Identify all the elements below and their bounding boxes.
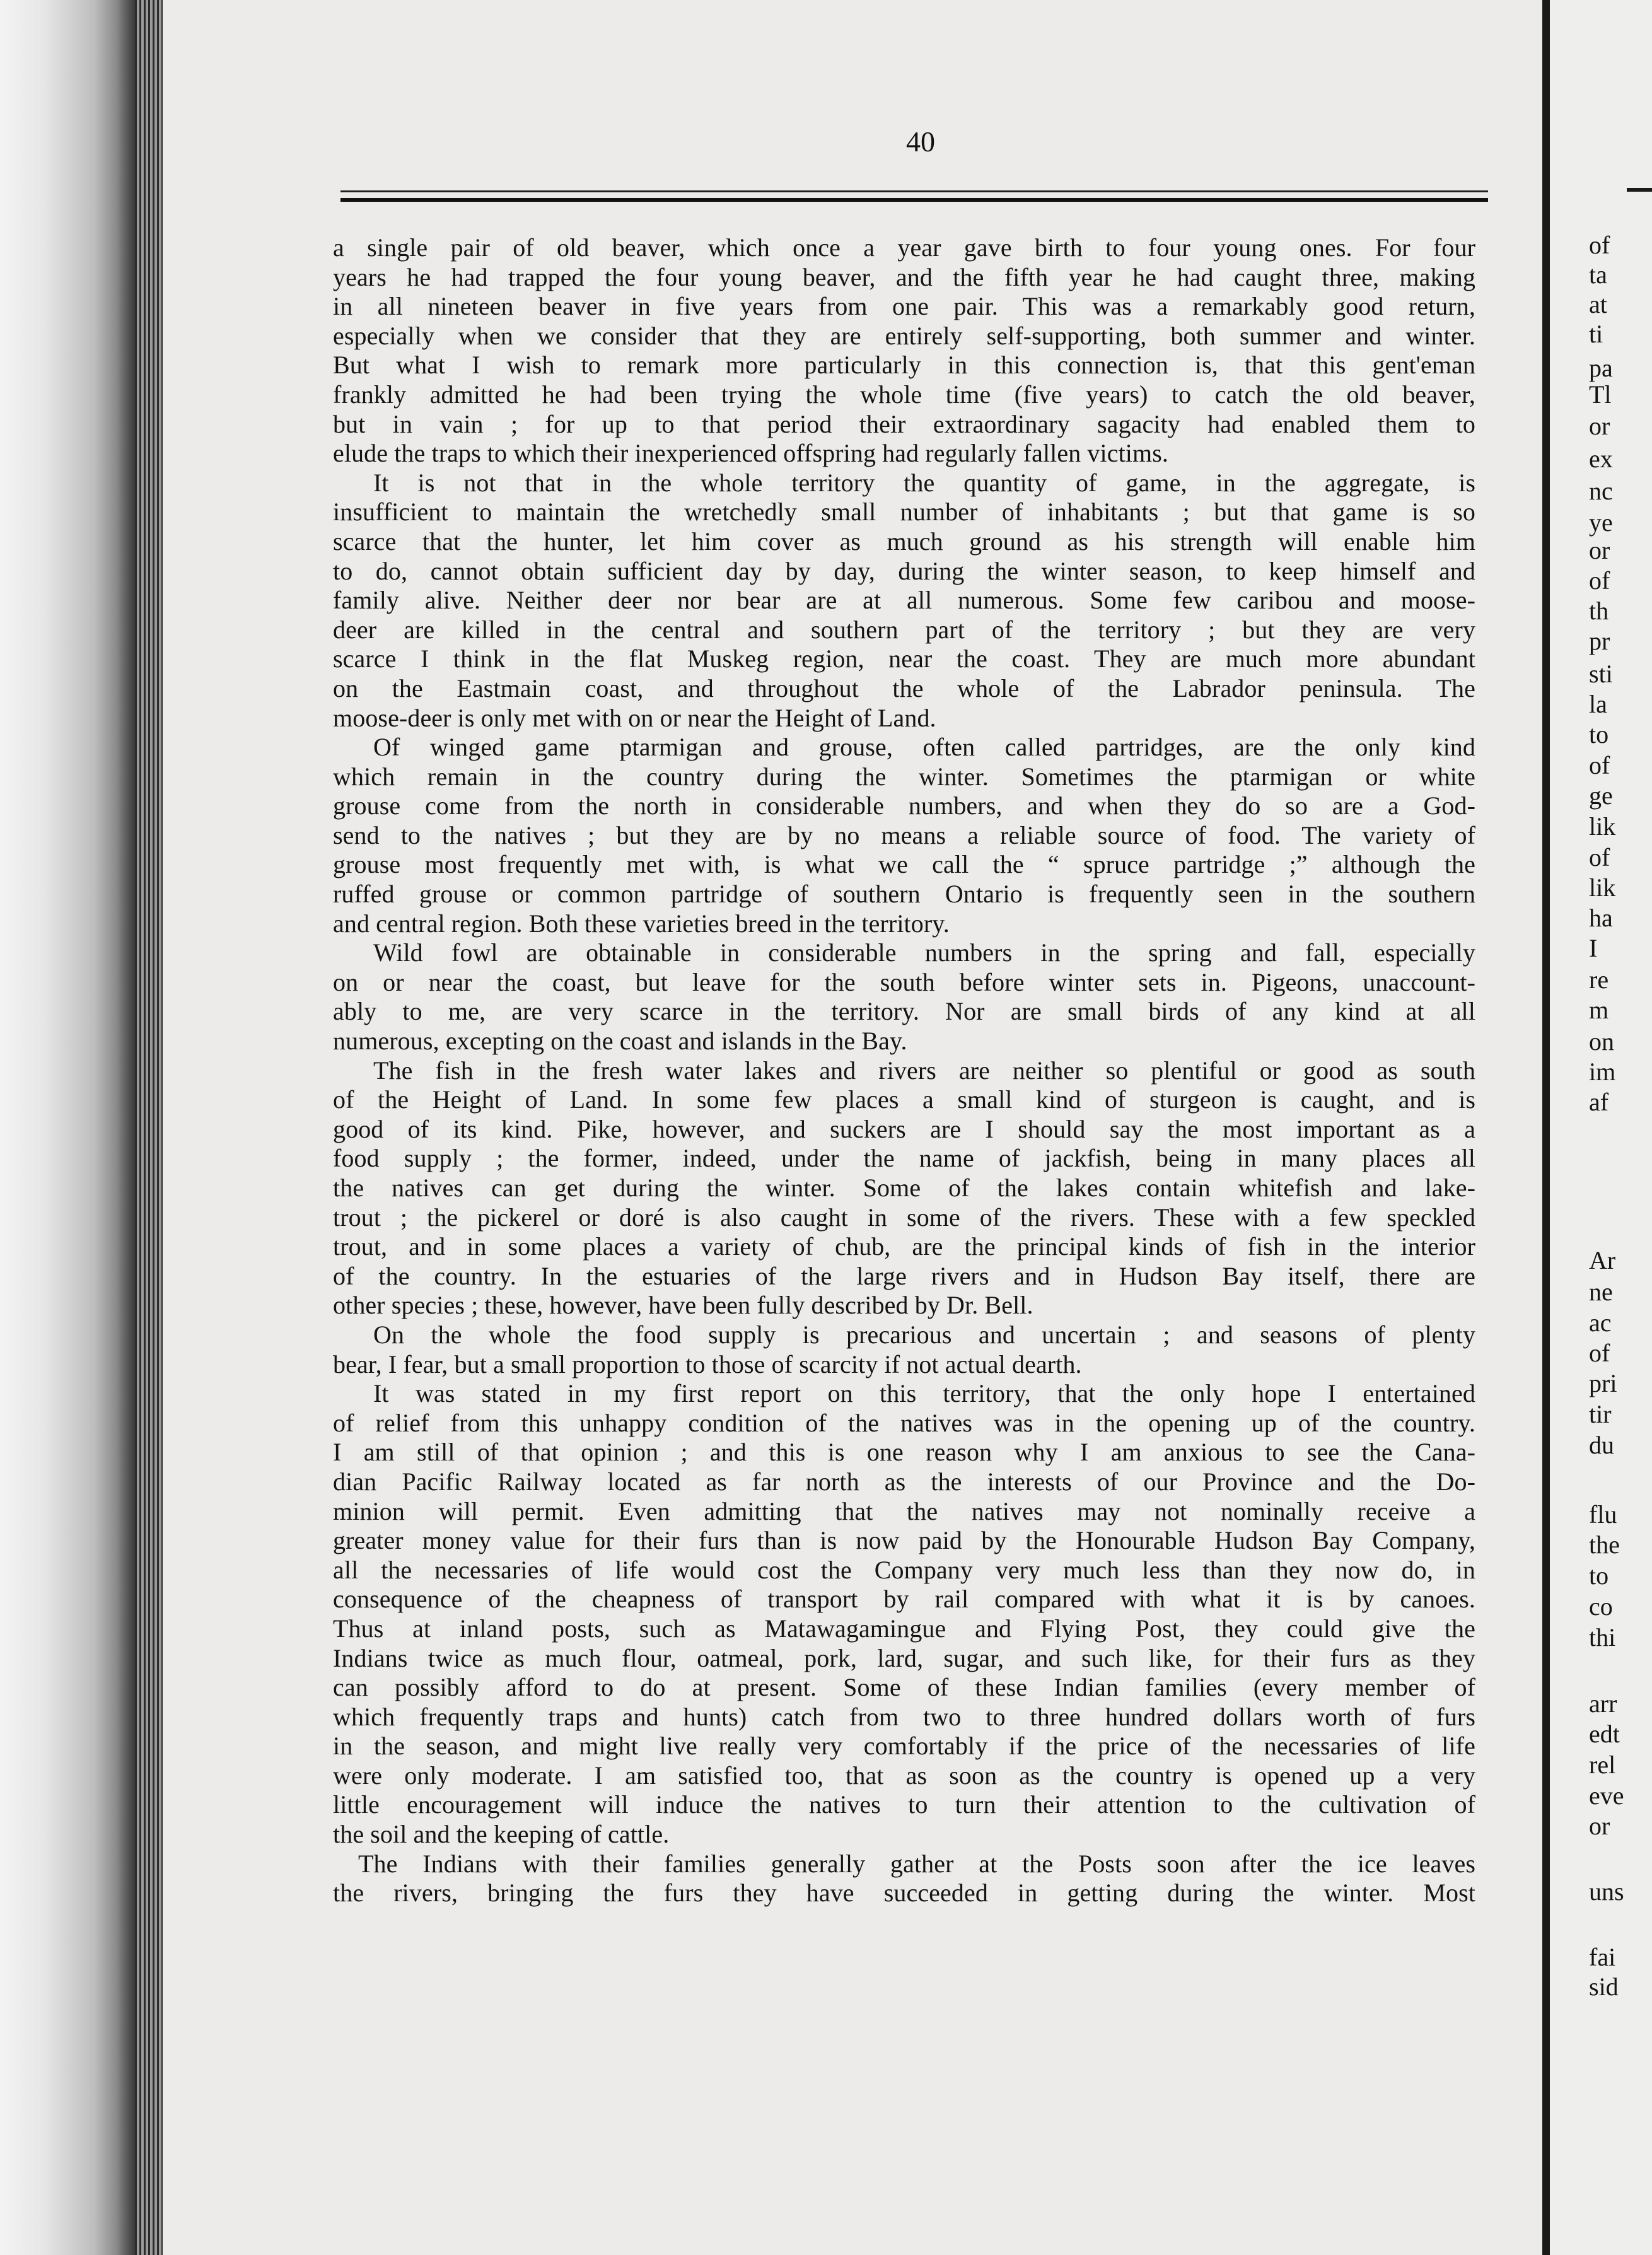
text-line: which frequently traps and hunts) catch from two to three hundred dollars worth of furs xyxy=(333,1702,1475,1731)
next-page-fragment: ye xyxy=(1589,508,1613,537)
text-line: of the country. In the estuaries of the large rivers and in Hudson Bay itself, there are xyxy=(333,1261,1475,1290)
text-line: trout, and in some places a variety of chub, are the principal kinds of fish in the interior xyxy=(333,1232,1475,1261)
text-line: Of winged game ptarmigan and grouse, often called partridges, are the only kind xyxy=(373,733,1475,762)
next-page-fragment: ex xyxy=(1589,445,1613,473)
text-line: The fish in the fresh water lakes and rivers are neither so plentiful or good as south xyxy=(373,1056,1475,1085)
text-line: of relief from this unhappy condition of the natives was in the opening up of the country. xyxy=(333,1408,1475,1437)
text-line: were only moderate. I am satisfied too, that as soon as the country is opened up a very xyxy=(333,1761,1475,1790)
text-line: which remain in the country during the winter. Sometimes the ptarmigan or white xyxy=(333,762,1475,791)
text-line: numerous, excepting on the coast and islands in the Bay. xyxy=(333,1027,907,1056)
text-line: ably to me, are very scarce in the territory. Nor are small birds of any kind at all xyxy=(333,997,1475,1026)
next-page-fragment: rel xyxy=(1589,1751,1616,1779)
text-line: minion will permit. Even admitting that the natives may not nominally receive a xyxy=(333,1496,1475,1525)
text-line: dian Pacific Railway located as far north as the interests of our Province and the Do- xyxy=(333,1467,1475,1496)
next-page-fragment: of xyxy=(1589,231,1610,259)
next-page-fragment: nc xyxy=(1589,477,1613,505)
next-page-fragment: thi xyxy=(1589,1623,1616,1652)
text-line: on the Eastmain coast, and throughout the whole of the Labrador peninsula. The xyxy=(333,673,1475,702)
next-page-fragment: of xyxy=(1589,843,1610,871)
next-page-fragment: eve xyxy=(1589,1781,1624,1810)
text-line: scarce I think in the flat Muskeg region, near the coast. They are much more abundant xyxy=(333,644,1475,673)
next-page-fragment: or xyxy=(1589,1812,1610,1840)
text-line: greater money value for their furs than is now paid by the Honourable Hudson Bay Company, xyxy=(333,1526,1475,1555)
text-line: grouse most frequently met with, is what we call the “ spruce partridge ;” although the xyxy=(333,850,1475,879)
next-page-fragment: lik xyxy=(1589,812,1616,841)
text-line: trout ; the pickerel or doré is also caught in some of the rivers. These with a few speckled xyxy=(333,1203,1475,1232)
text-line: scarce that the hunter, let him cover as much ground as his strength will enable him xyxy=(333,527,1475,556)
text-line: in the season, and might live really very comfortably if the price of the necessaries of life xyxy=(333,1732,1475,1761)
next-page-fragment: ta xyxy=(1589,260,1607,289)
next-page-fragment: sti xyxy=(1589,660,1613,688)
next-page-fragment: ge xyxy=(1589,781,1613,810)
text-line: can possibly afford to do at present. Some of these Indian families (every member of xyxy=(333,1673,1475,1702)
next-page-fragment: ac xyxy=(1589,1308,1612,1337)
text-line: other species ; these, however, have been fully described by Dr. Bell. xyxy=(333,1291,1033,1320)
text-line: but in vain ; for up to that period their extraordinary sagacity had enabled them to xyxy=(333,409,1475,438)
header-rule-thick xyxy=(340,198,1488,202)
text-line: send to the natives ; but they are by no means a reliable source of food. The variety of xyxy=(333,820,1475,849)
text-line: ruffed grouse or common partridge of southern Ontario is frequently seen in the southern xyxy=(333,880,1475,909)
next-page-fragment: uns xyxy=(1589,1877,1624,1906)
next-page-fragment: on xyxy=(1589,1027,1614,1056)
next-page-fragment: pri xyxy=(1589,1369,1617,1397)
text-line: the soil and the keeping of cattle. xyxy=(333,1820,670,1849)
next-page-fragment: fai xyxy=(1589,1943,1616,1971)
next-page-fragment: of xyxy=(1589,566,1610,595)
text-line: Indians twice as much flour, oatmeal, pork, lard, sugar, and such like, for their furs as they xyxy=(333,1643,1475,1672)
text-line: to do, cannot obtain sufficient day by day, during the winter season, to keep himself and xyxy=(333,556,1475,585)
text-line: of the Height of Land. In some few places a small kind of sturgeon is caught, and is xyxy=(333,1085,1475,1114)
text-line: moose-deer is only met with on or near the Height of Land. xyxy=(333,703,936,732)
next-page-fragment: m xyxy=(1589,996,1609,1024)
next-page-fragment: la xyxy=(1589,690,1607,718)
next-page-fragment: pr xyxy=(1589,627,1610,655)
text-line: years he had trapped the four young beaver, and the fifth year he had caught three, making xyxy=(333,262,1475,291)
book-gutter xyxy=(1542,0,1550,2255)
next-page-fragment: to xyxy=(1589,720,1609,749)
next-page-fragment: arr xyxy=(1589,1689,1617,1718)
next-page-fragment: sid xyxy=(1589,1972,1619,2001)
next-page-fragment: re xyxy=(1589,965,1609,994)
text-line: food supply ; the former, indeed, under the name of jackfish, being in many places all xyxy=(333,1144,1475,1173)
page-number: 40 xyxy=(906,125,935,158)
next-page-fragment: af xyxy=(1589,1088,1609,1116)
text-line: little encouragement will induce the natives to turn their attention to the cultivation of xyxy=(333,1790,1475,1819)
text-line: Wild fowl are obtainable in considerable numbers in the spring and fall, especially xyxy=(373,938,1475,967)
next-page-fragment: lik xyxy=(1589,873,1616,902)
text-line: family alive. Neither deer nor bear are at all numerous. Some few caribou and moose- xyxy=(333,586,1475,615)
text-line: all the necessaries of life would cost the Company very much less than they now do, in xyxy=(333,1555,1475,1584)
text-line: on or near the coast, but leave for the south before winter sets in. Pigeons, unaccount- xyxy=(333,967,1475,996)
next-page-fragment: Tl xyxy=(1589,380,1612,409)
next-page-fragment: the xyxy=(1589,1530,1620,1559)
text-line: consequence of the cheapness of transport by rail compared with what it is by canoes. xyxy=(333,1585,1475,1614)
book-page-edges xyxy=(0,0,135,2255)
next-page-fragment: co xyxy=(1589,1592,1613,1621)
next-page-fragment: I xyxy=(1589,934,1598,962)
next-page-fragment: ha xyxy=(1589,904,1613,932)
text-line: But what I wish to remark more particularly in this connection is, that this gent'eman xyxy=(333,351,1475,380)
next-page-fragment: ne xyxy=(1589,1278,1613,1306)
next-page-fragment: flu xyxy=(1589,1500,1617,1529)
text-line: I am still of that opinion ; and this is one reason why I am anxious to see the Cana- xyxy=(333,1438,1475,1467)
header-rule-thin xyxy=(340,190,1488,192)
text-line: the natives can get during the winter. Some of the lakes contain whitefish and lake- xyxy=(333,1174,1475,1202)
text-line: Thus at inland posts, such as Matawagamingue and Flying Post, they could give the xyxy=(333,1614,1475,1643)
next-page-fragment: of xyxy=(1589,1339,1610,1367)
text-line: especially when we consider that they are entirely self-supporting, both summer and winter. xyxy=(333,321,1475,350)
text-line: in all nineteen beaver in five years from one pair. This was a remarkably good return, xyxy=(333,292,1475,321)
body-text xyxy=(333,233,1475,1908)
text-line: grouse come from the north in considerable numbers, and when they do so are a God- xyxy=(333,791,1475,820)
next-page-fragment: to xyxy=(1589,1561,1609,1590)
text-line: elude the traps to which their inexperienced offspring had regularly fallen victims. xyxy=(333,439,1169,468)
stacked-page-edge-lines xyxy=(135,0,163,2255)
next-page-fragment: tir xyxy=(1589,1400,1612,1428)
next-page-fragment: or xyxy=(1589,412,1610,440)
next-page-fragment: of xyxy=(1589,751,1610,779)
text-line: a single pair of old beaver, which once a year gave birth to four young ones. For four xyxy=(333,233,1475,262)
next-page-fragment: pa xyxy=(1589,354,1613,382)
text-line: frankly admitted he had been trying the whole time (five years) to catch the old beaver, xyxy=(333,380,1475,409)
next-page-fragment: at xyxy=(1589,290,1607,318)
next-page-fragment: im xyxy=(1589,1058,1616,1086)
text-line: insufficient to maintain the wretchedly small number of inhabitants ; but that game is so xyxy=(333,498,1475,527)
next-page-fragment: du xyxy=(1589,1431,1614,1459)
text-line: deer are killed in the central and southern part of the territory ; but they are very xyxy=(333,615,1475,644)
next-page-fragment: th xyxy=(1589,597,1609,625)
text-line: It was stated in my first report on this territory, that the only hope I entertained xyxy=(373,1379,1475,1408)
text-line: On the whole the food supply is precarious and uncertain ; and seasons of plenty xyxy=(373,1320,1475,1349)
next-page-fragment: ti xyxy=(1589,320,1603,348)
text-line: the rivers, bringing the furs they have succeeded in getting during the winter. Most xyxy=(333,1879,1475,1908)
next-page-fragment: or xyxy=(1589,536,1610,564)
text-line: The Indians with their families generally gather at the Posts soon after the ice leaves xyxy=(358,1849,1475,1878)
next-page-header-rule xyxy=(1627,188,1652,192)
text-line: and central region. Both these varieties breed in the territory. xyxy=(333,909,950,938)
text-line: bear, I fear, but a small proportion to those of scarcity if not actual dearth. xyxy=(333,1349,1082,1378)
next-page-fragment: Ar xyxy=(1589,1246,1616,1274)
text-line: good of its kind. Pike, however, and suckers are I should say the most important as a xyxy=(333,1114,1475,1143)
text-line: It is not that in the whole territory the quantity of game, in the aggregate, is xyxy=(373,468,1475,497)
next-page-fragment: edt xyxy=(1589,1720,1620,1748)
